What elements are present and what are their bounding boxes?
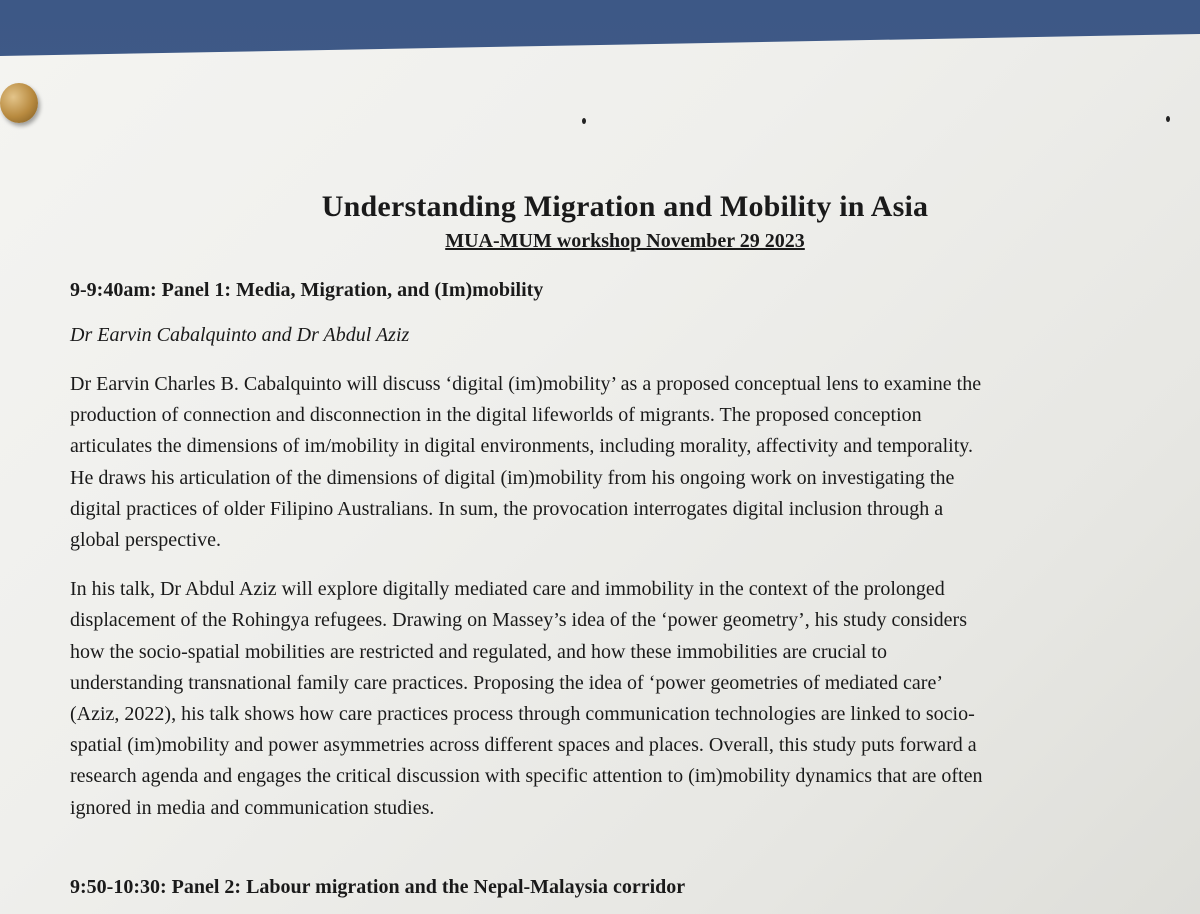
text-line: In his talk, Dr Abdul Aziz will explore digitally mediated care and immobility in the context of the prolonged (70, 578, 945, 601)
paper-mark (582, 118, 586, 124)
document-title: Understanding Migration and Mobility in Asia (321, 190, 929, 223)
text-line: (Aziz, 2022), his talk shows how care practices process through communication technologies are linked to socio- (70, 703, 975, 726)
paper-mark (1166, 116, 1170, 122)
panel-1-speakers: Dr Earvin Cabalquinto and Dr Abdul Aziz (70, 324, 410, 346)
text-line: global perspective. (70, 529, 222, 552)
text-line: production of connection and disconnection in the digital lifeworlds of migrants. The proposed conception (70, 404, 922, 427)
document-subtitle: MUA-MUM workshop November 29 2023 (445, 230, 805, 252)
text-line: Dr Earvin Charles B. Cabalquinto will discuss ‘digital (im)mobility’ as a proposed conceptual lens to examine the (70, 373, 982, 395)
text-line: ignored in media and communication studies. (70, 796, 435, 819)
panel-1-heading: 9-9:40am: Panel 1: Media, Migration, and (Im)mobility (70, 279, 544, 301)
text-line: He draws his articulation of the dimensions of digital (im)mobility from his ongoing work on investigating the (70, 466, 955, 489)
pushpin-icon (0, 83, 38, 123)
panel-2-heading: 9:50-10:30: Panel 2: Labour migration and the Nepal-Malaysia corridor (70, 876, 686, 898)
panel-1-paragraph-2 (70, 574, 1180, 824)
document-content (70, 190, 1180, 842)
text-line: how the socio-spatial mobilities are restricted and regulated, and how these immobilities are crucial to (70, 640, 887, 663)
text-line: articulates the dimensions of im/mobility in digital environments, including morality, affectivity and temporality. (70, 435, 973, 458)
text-line: digital practices of older Filipino Australians. In sum, the provocation interrogates digital inclusion through a (70, 497, 944, 520)
panel-1-paragraph-1 (70, 369, 1180, 556)
text-line: understanding transnational family care practices. Proposing the idea of ‘power geometries of mediated care’ (70, 671, 943, 694)
text-line: spatial (im)mobility and power asymmetries across different spaces and places. Overall, this study puts forward a (70, 734, 977, 757)
text-line: research agenda and engages the critical discussion with specific attention to (im)mobility dynamics that are often (70, 765, 983, 788)
text-line: displacement of the Rohingya refugees. Drawing on Massey’s idea of the ‘power geometry’, his study considers (70, 609, 967, 632)
